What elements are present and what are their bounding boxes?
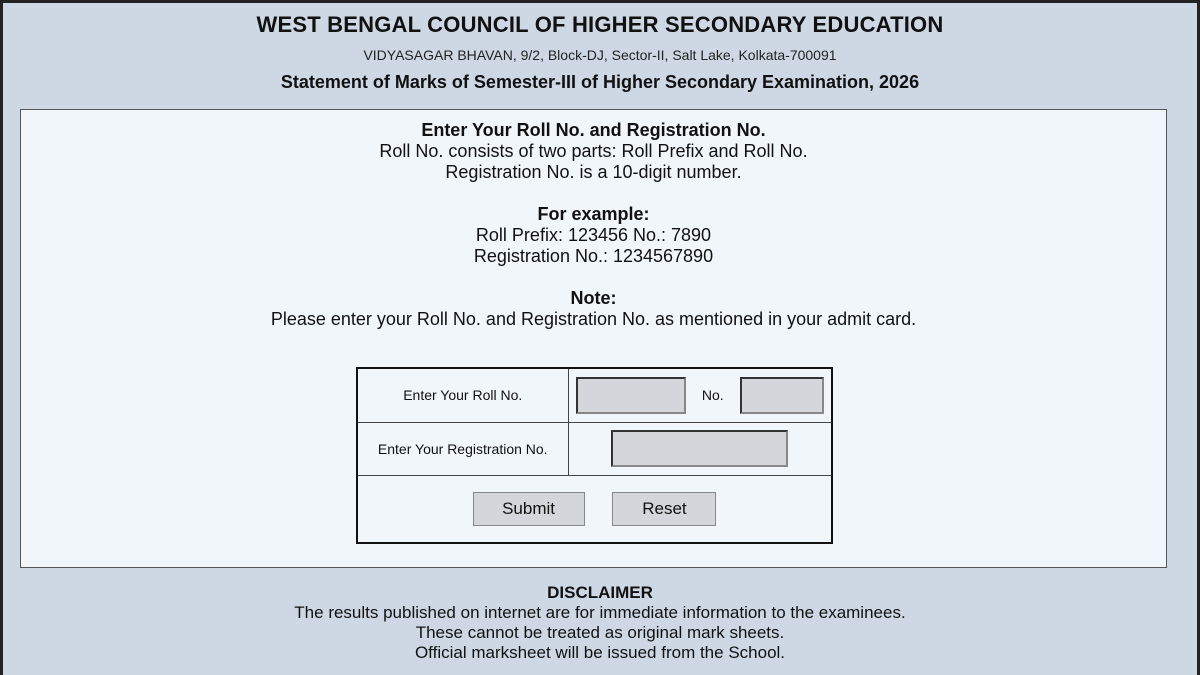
disclaimer-line1: The results published on internet are for immediate information to the examinees. [294, 603, 906, 622]
login-form [356, 367, 833, 544]
example-roll: Roll Prefix: 123456 No.: 7890 [475, 225, 712, 245]
example-heading: For example: [537, 204, 650, 224]
example-registration: Registration No.: 1234567890 [473, 246, 714, 266]
submit-button[interactable]: Submit [473, 492, 585, 526]
instructions-heading: Enter Your Roll No. and Registration No. [421, 120, 766, 140]
instructions-line2: Registration No. is a 10-digit number. [445, 162, 742, 182]
disclaimer-line2: These cannot be treated as original mark sheets. [415, 623, 785, 642]
address: VIDYASAGAR BHAVAN, 9/2, Block-DJ, Sector-II, Salt Lake, Kolkata-700091 [363, 47, 837, 63]
roll-label: Enter Your Roll No. [357, 368, 568, 422]
page-subtitle: Statement of Marks of Semester-III of Higher Secondary Examination, 2026 [280, 72, 920, 92]
registration-input[interactable] [611, 430, 788, 467]
page-title: WEST BENGAL COUNCIL OF HIGHER SECONDARY EDUCATION [256, 12, 944, 37]
roll-no-input[interactable] [740, 377, 824, 414]
instructions-line1: Roll No. consists of two parts: Roll Prefix and Roll No. [379, 141, 808, 161]
reset-button[interactable]: Reset [612, 492, 716, 526]
form-panel [20, 109, 1167, 568]
note-heading: Note: [570, 288, 617, 308]
disclaimer-heading: DISCLAIMER [547, 583, 653, 602]
note-text: Please enter your Roll No. and Registration No. as mentioned in your admit card. [270, 309, 917, 329]
disclaimer-line3: Official marksheet will be issued from the School. [414, 643, 786, 662]
roll-prefix-input[interactable] [576, 377, 686, 414]
registration-label: Enter Your Registration No. [357, 422, 568, 475]
no-label: No. [701, 387, 724, 404]
